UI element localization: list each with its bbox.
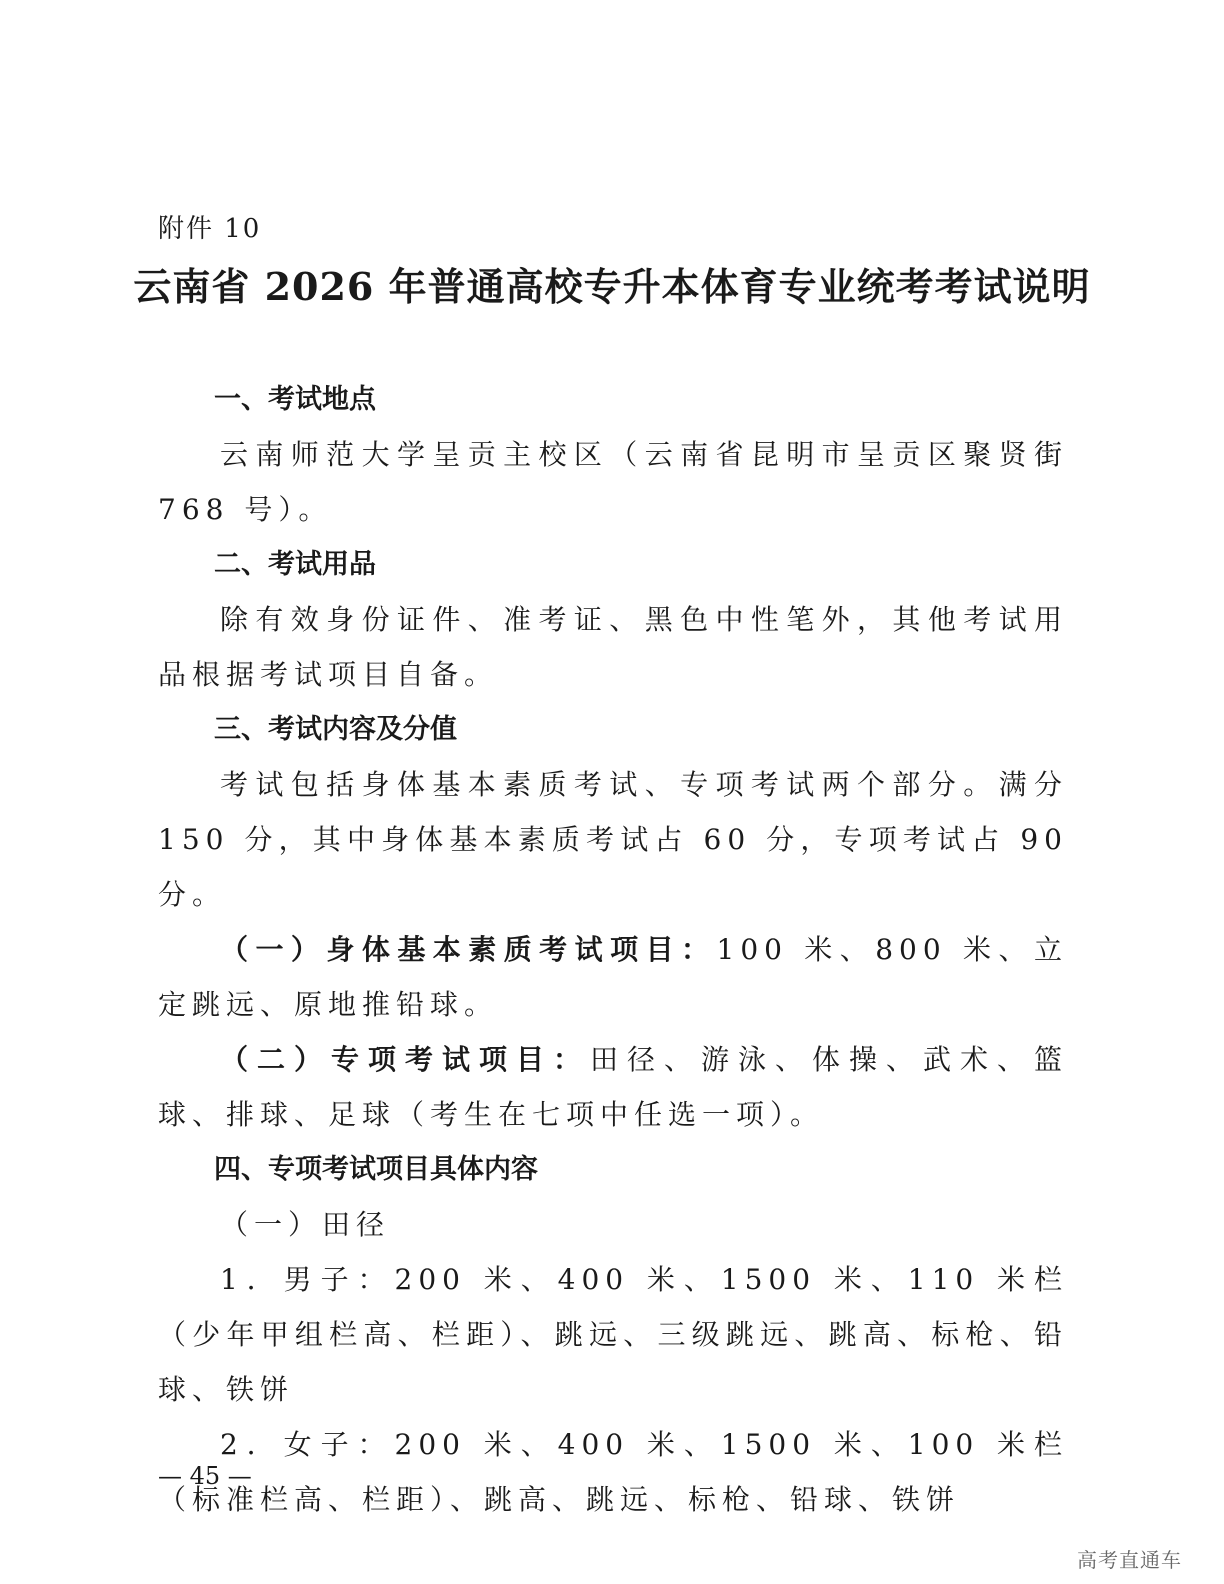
physical-fitness-text: 100 米、800 米、立定跳远、原地推铅球。 xyxy=(158,933,1068,1021)
section-heading-exam-location: 一、考试地点 xyxy=(214,384,376,415)
specialty-items-label: （二）专项考试项目： xyxy=(220,1043,590,1076)
specialty-items xyxy=(158,1032,1068,1142)
physical-fitness-items xyxy=(158,922,1068,1032)
subsection-track-and-field: （一）田径 xyxy=(220,1208,391,1241)
track-male-label: 1．男子： xyxy=(220,1263,395,1296)
track-male-text: 200 米、400 米、1500 米、110 米栏（少年甲组栏高、栏距）、跳远、三级跳远、跳高、标枪、铅球、铁饼 xyxy=(158,1263,1068,1406)
exam-supplies-text: 除有效身份证件、准考证、黑色中性笔外，其他考试用品根据考试项目自备。 xyxy=(158,603,1068,691)
document-title: 云南省 2026 年普通高校专升本体育专业统考考试说明 xyxy=(133,264,1091,309)
track-female-label: 2．女子： xyxy=(220,1428,395,1461)
track-male-items xyxy=(158,1252,1068,1417)
page-number: — 45 — xyxy=(158,1462,252,1490)
specialty-items-text: 田径、游泳、体操、武术、篮球、排球、足球（考生在七项中任选一项）。 xyxy=(158,1043,1068,1131)
physical-fitness-label: （一）身体基本素质考试项目： xyxy=(220,933,717,966)
exam-location-text: 云南师范大学呈贡主校区（云南省昆明市呈贡区聚贤街 768 号）。 xyxy=(158,438,1068,526)
track-female-text: 200 米、400 米、1500 米、100 米栏（标准栏高、栏距）、跳高、跳远、标枪、铅球、铁饼 xyxy=(158,1428,1068,1516)
attachment-label: 附件 10 xyxy=(158,214,262,244)
section-heading-exam-supplies: 二、考试用品 xyxy=(214,549,376,580)
exam-content-text: 考试包括身体基本素质考试、专项考试两个部分。满分 150 分，其中身体基本素质考试占 60 分，专项考试占 90 分。 xyxy=(158,768,1068,911)
section-heading-exam-content: 三、考试内容及分值 xyxy=(214,714,457,745)
document-body xyxy=(158,372,1068,1527)
section-heading-specialty-details: 四、专项考试项目具体内容 xyxy=(214,1154,538,1185)
track-female-items xyxy=(158,1417,1068,1527)
watermark-text: 高考直通车 xyxy=(1077,1548,1182,1572)
